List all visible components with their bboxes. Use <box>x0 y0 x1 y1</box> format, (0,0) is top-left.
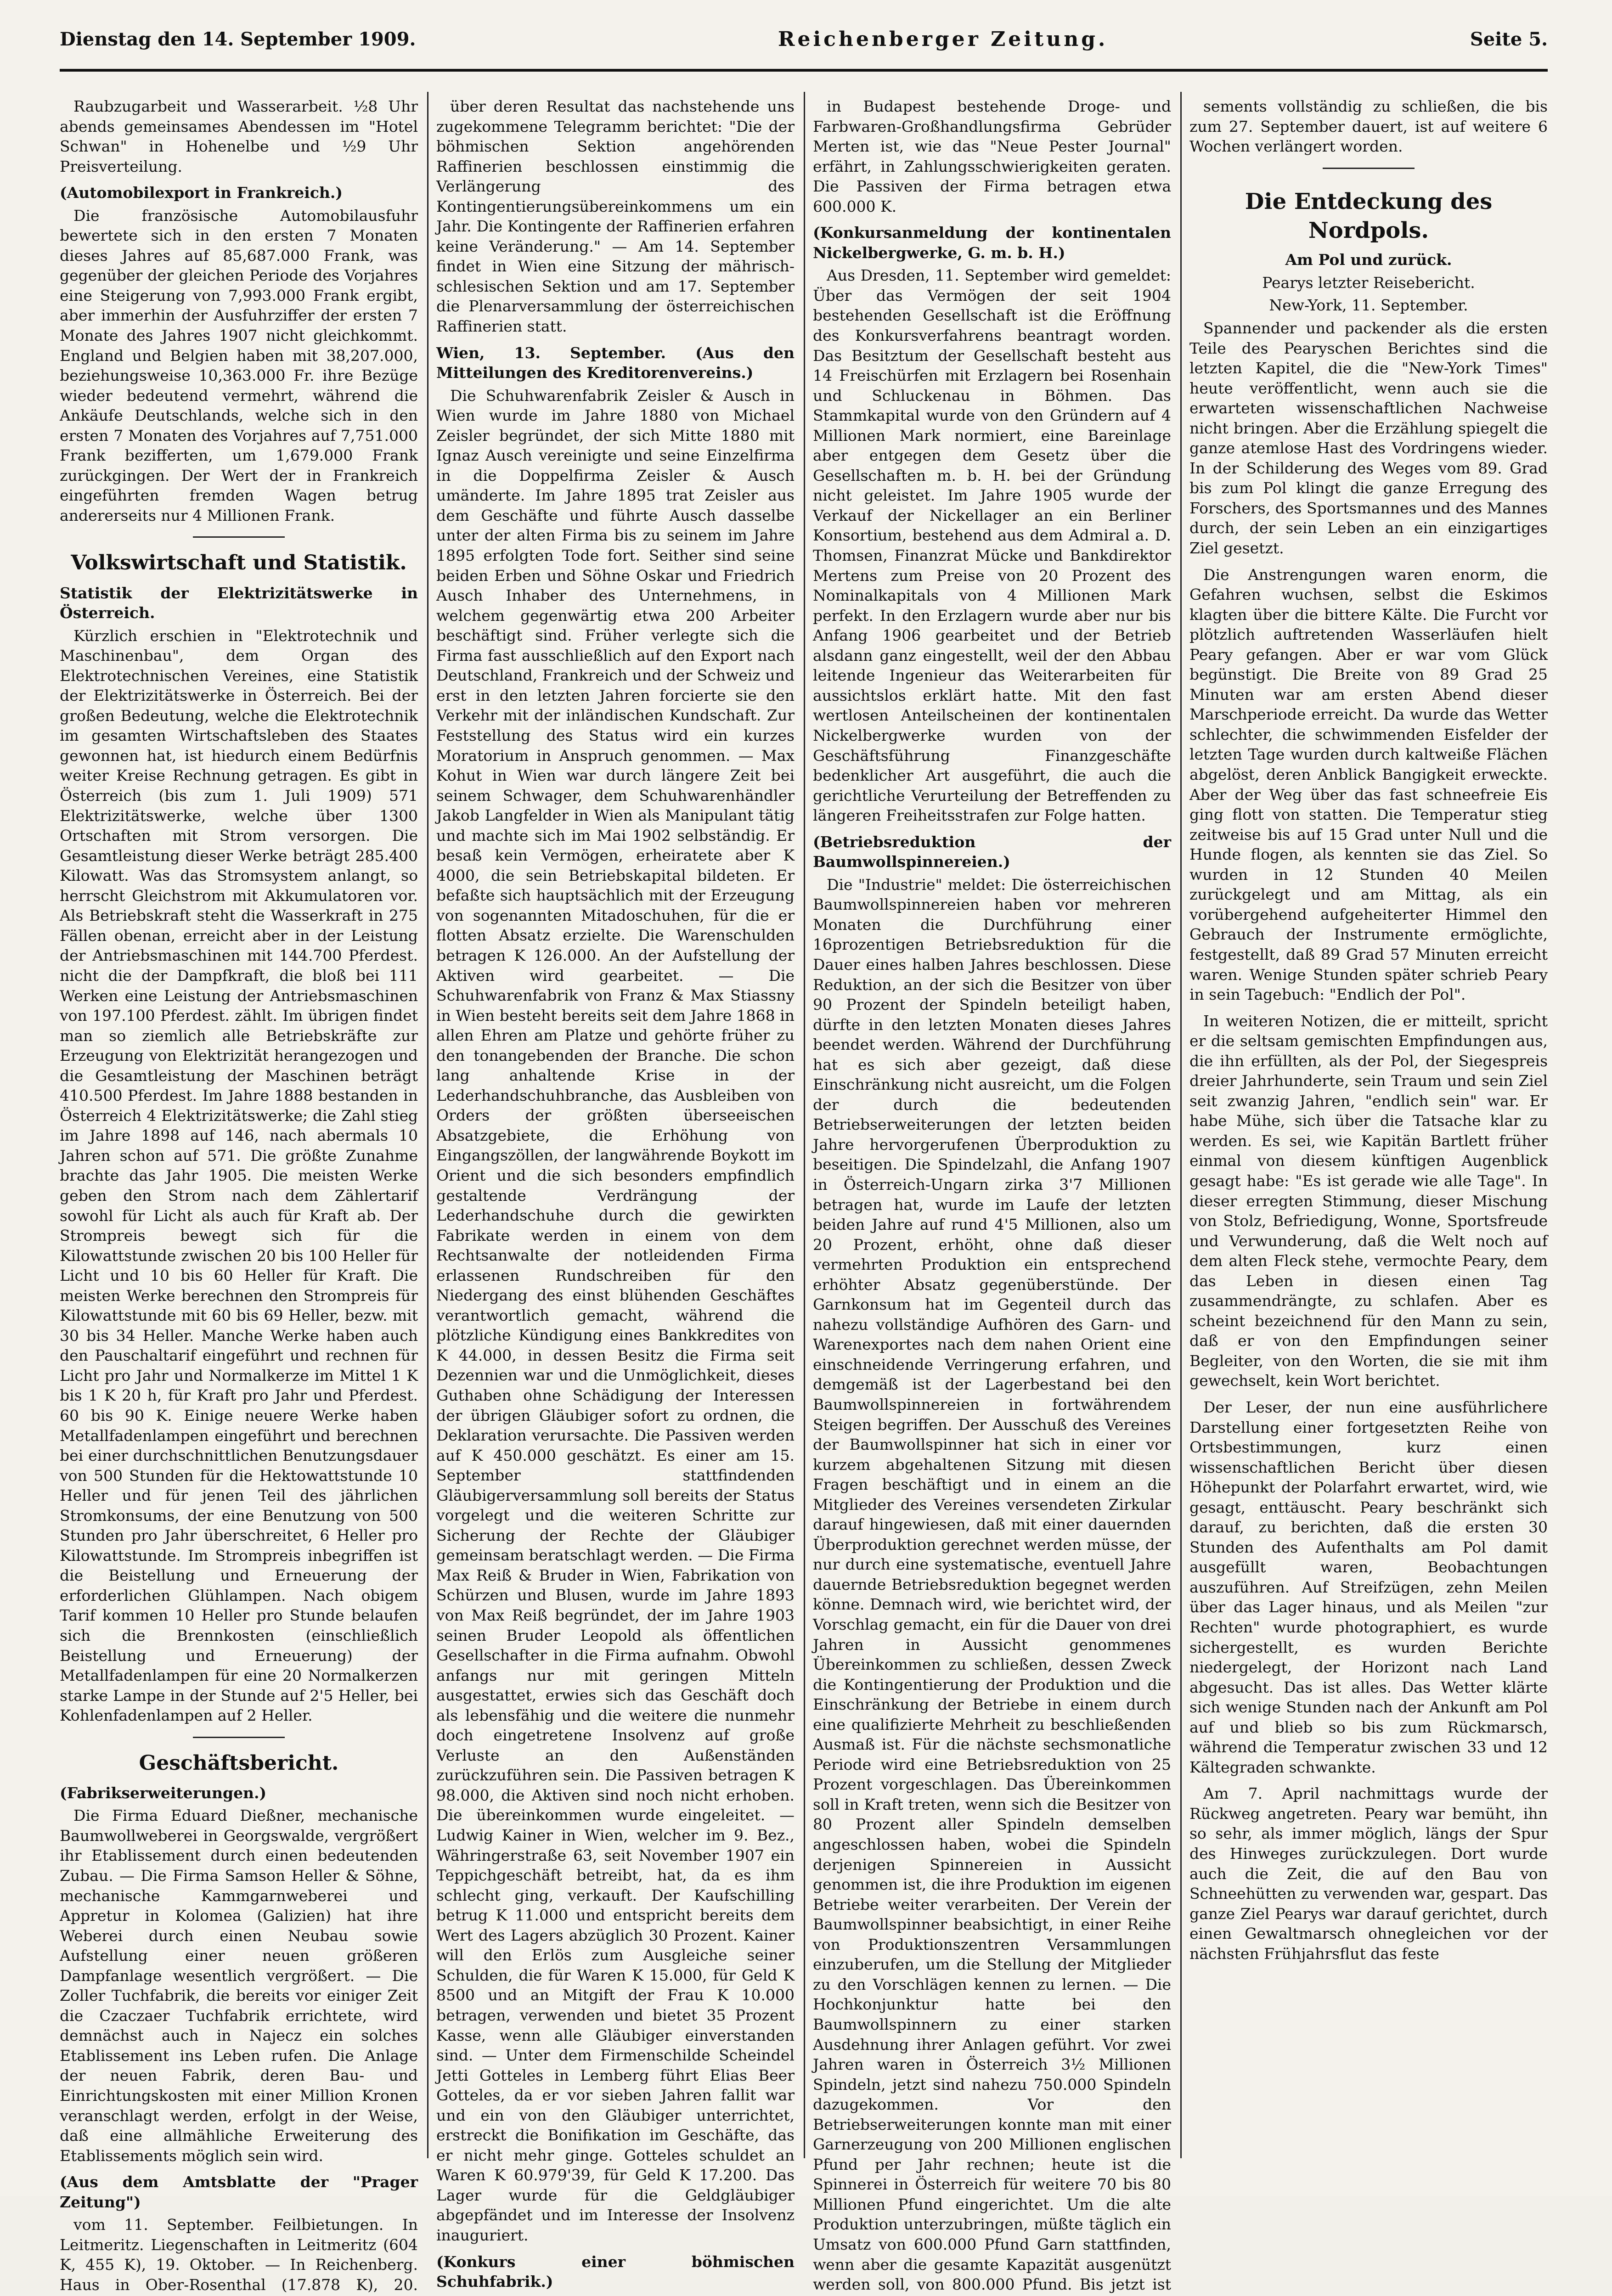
article-subtitle: Am Pol und zurück. <box>1285 251 1452 269</box>
section-title: Volkswirtschaft und Statistik. <box>71 551 407 575</box>
article-heading: (Betriebsreduktion der Baumwollspinnereien.) <box>813 833 1171 871</box>
separator <box>193 536 285 538</box>
column-2 <box>436 96 795 2291</box>
article-body: Aus Dresden, 11. September wird gemeldet: Über das Vermögen der seit 1904 bestehenden Gesellschaft ist die Eröffnung des Konkursverfahrens beantragt worden. Das Besitztum der Gesellschaft besteht aus 14 Freischürfen mit Erzlagern bei Rosenhain und Schluckenau in Böhmen. Das Stammkapital wurde von den Gründern auf 4 Millionen Mark normiert, eine Bareinlage aber entgegen dem Gesetz über die Gesellschaften m. b. H. bei der Gründung nicht geleistet. Im Jahre 1905 wurde der Verkauf der Nickellager an ein Berliner Konsortium, bestehend aus dem Admiral a. D. Thomsen, Finanzrat Mücke und Bankdirektor Mertens zum Preise von 20 Prozent des Nominalkapitals von 4 Millionen Mark perfekt. In den Erzlagern wurde aber nur bis Anfang 1906 gearbeitet und der Betrieb alsdann ganz eingestellt, weil der den Abbau leitende Ingenieur das Weiterarbeiten für aussichtslos erklärt hatte. Mit den fast wertlosen Anteilscheinen der kontinentalen Nickelbergwerke wurden von der Geschäftsführung Finanzgeschäfte bedenklicher Art ausgeführt, die auch die gerichtliche Verurteilung der Betreffenden zu längeren Freiheitsstrafen zur Folge hatten. <box>813 266 1171 825</box>
masthead: Reichenberger Zeitung. <box>778 27 1108 51</box>
article-body: in Budapest bestehende Droge- und Farbwaren-Großhandlungsfirma Gebrüder Merten ist, wie das "Neue Pester Journal" erfährt, in Zahlungsschwierigkeiten geraten. Die Passiven der Firma betragen etwa 600.000 K. <box>813 97 1171 215</box>
article-body: vom 11. September. Feilbietungen. In Leitmeritz. Liegenschaften in Leitmeritz (604 K, 455 K), 19. Oktober. — In Reichenberg. Haus in Ober-Rosenthal (17.878 K), 20. <box>60 2216 418 2294</box>
article-heading: (Konkursanmeldung der kontinentalen Nickelbergwerke, G. m. b. H.) <box>813 224 1171 262</box>
article-heading: (Aus dem Amtsblatte der "Prager Zeitung") <box>60 2173 418 2211</box>
article-heading: (Fabrikserweiterungen.) <box>60 1784 267 1802</box>
article-body: Am 7. April nachmittags wurde der Rückweg angetreten. Peary war bemüht, ihn so sehr, als immer möglich, längs der Spur des Hinweges zurückzulegen. Dort wurde auch die Zeit, die auf den Bau von Schneehütten zu verwenden war, gespart. Das ganze Ziel Pearys war darauf gerichtet, durch einen Gewaltmarsch ohnegleichen vor der nächsten Frühjahrsflut das feste <box>1189 1784 1548 1963</box>
article-body: Spannender und packender als die ersten Teile des Pearyschen Berichtes sind die letzten Kapitel, die die "New-York Times" heute veröffentlicht, wenn auch sie die erwarteten wissenschaftlichen Nachweise nicht bringen. Aber die Erzählung spiegelt die ganze atemlose Hast des Vordringens wieder. In der Schilderung des Weges vom 89. Grad bis zum Pol klingt die ganze Erregung des Forschers, des Sportsmannes und des Mannes durch, der sein Leben an ein einzigartiges Ziel gesetzt. <box>1189 319 1548 557</box>
article-heading: Wien, 13. September. (Aus den Mitteilungen des Kreditorenvereins.) <box>436 343 795 382</box>
article-body: Die Firma Eduard Dießner, mechanische Baumwollweberei in Georgswalde, vergrößert ihr Etablissement durch einen bedeutenden Zubau. — Die Firma Samson Heller & Söhne, mechanische Kammgarnweberei und Appretur in Kolomea (Galizien) hat ihre Weberei durch einen Neubau sowie Aufstellung einer neuen größeren Dampfanlage wesentlich vergrößert. — Die Zoller Tuchfabrik, die bereits vor einiger Zeit die Czaczaer Tuchfabrik errichtete, wird demnächst auch in Najecz ein solches Etablissement ins Leben rufen. Die Anlage der neuen Fabrik, deren Bau- und Einrichtungskosten mit einer Million Kronen veranschlagt werden, erfolgt in der Weise, daß eine allmähliche Erweiterung des Etablissements möglich sein wird. <box>60 1806 418 2165</box>
column-divider <box>427 92 428 2158</box>
section-title: Geschäftsbericht. <box>139 1751 339 1775</box>
column-divider <box>804 92 805 2158</box>
article-body: Die Anstrengungen waren enorm, die Gefahren wuchsen, selbst die Eskimos klagten über die bittere Kälte. Die Furcht vor plötzlich auftretenden Wasserläufen hielt Peary gefangen. Aber er war vom Glück begünstigt. Die Breite von 89 Grad 25 Minuten war am ersten Abend dieser Marschperiode erreicht. Da wurde das Wetter schlechter, die schwimmenden Eisfelder der letzten Tage wurden durch kaltweiße Flächen abgelöst, deren Anblick Bangigkeit erweckte. Aber der Weg über das fast schneefreie Eis ging flott von statten. Die Temperatur stieg zeitweise bis auf 15 Grad unter Null und die Hunde flogen, als kennten sie das Ziel. So wurden in 12 Stunden 40 Meilen zurückgelegt und am Mittag, als ein vorübergehend aufgeheiterter Himmel den Gebrauch der Instrumente ermöglichte, festgestellt, daß 89 Grad 57 Minuten erreicht waren. Wenige Stunden später schrieb Peary in sein Tagebuch: "Endlich der Pol". <box>1189 565 1548 1004</box>
article-body: Die "Industrie" meldet: Die österreichischen Baumwollspinnereien haben vor mehreren Monaten die Durchführung einer 16prozentigen Betriebsreduktion für die Dauer eines halben Jahres beschlossen. Diese Reduktion, an der sich die Besitzer von über 90 Prozent der Spindeln beteiligt haben, dürfte in den letzten Monaten dieses Jahres beendet werden. Während der Durchführung hat es sich aber gezeigt, daß diese Einschränkung nicht ausreicht, um die Folgen der durch die bedeutenden Betriebserweiterungen der letzten beiden Jahre hervorgerufenen Überproduktion zu beseitigen. Die Spindelzahl, die Anfang 1907 in Österreich-Ungarn zirka 3'7 Millionen betragen hat, wurde im Laufe der letzten beiden Jahre auf rund 4'5 Millionen, also um 20 Prozent, erhöht, ohne daß dieser vermehrten Produktion ein entsprechend erhöhter Absatz gegenüberstünde. Der Garnkonsum hat im Gegenteil durch das nahezu vollständige Aufhören des Garn- und Warenexportes nach dem nahen Orient eine einschneidende Verringerung erfahren, und demgemäß ist der Lagerbestand bei den Baumwollspinnereien in fortwährendem Steigen begriffen. Der Ausschuß des Vereines der Baumwollspinner hat sich in einer vor kurzem abgehaltenen Sitzung mit diesen Fragen beschäftigt und in einem an die Mitglieder des Vereines versendeten Zirkular darauf hingewiesen, daß mit einer dauernden Überproduktion gerechnet werden müsse, der nur durch eine systematische, eventuell Jahre dauernde Betriebsreduktion begegnet werden könne. Demnach wird, wie berichtet wird, der Vorschlag gemacht, ein für die Dauer von drei Jahren in Aussicht genommenes Übereinkommen zu schließen, dessen Zweck die Kontingentierung der Produktion und die Einschränkung der Betriebe in einem durch eine qualifizierte Mehrheit zu beschließenden Ausmaß ist. Für die nächste sechsmonatliche Periode wird eine Betriebsreduktion von 25 Prozent vorgeschlagen. Das Übereinkommen soll in Kraft treten, wenn sich die Besitzer von 80 Prozent aller Spindeln demselben angeschlossen haben, wobei die Spindeln derjenigen Spinnereien in Aussicht genommen ist, die ihre Produktion im eigenen Betriebe weiter verarbeiten. Der Verein der Baumwollspinner beabsichtigt, in einer Reihe von Produktionszentren Versammlungen einzuberufen, um die Stellung der Mitglieder zu den Vorschlägen kennen zu lernen. — Die Hochkonjunktur hatte bei den Baumwollspinnern zu einer starken Ausdehnung ihrer Anlagen geführt. Vor zwei Jahren waren in Österreich 3½ Millionen Spindeln, jetzt sind nahezu 750.000 Spindeln dazugekommen. Vor den Betriebserweiterungen konnte man mit einer Garnerzeugung von 200 Millionen englischen Pfund per Jahr rechnen; heute ist die Spinnerei in Österreich für weitere 70 bis 80 Millionen Pfund eingerichtet. Um die alte Produktion unterzubringen, müßte täglich ein Umsatz von 600.000 Pfund Garn stattfinden, wenn aber die gesamte Kapazität ausgenützt werden soll, von 800.000 Pfund. Bis jetzt ist <box>813 875 1171 2294</box>
header-date: Dienstag den 14. September 1909. <box>60 28 416 50</box>
article-title: Die Entdeckung des Nordpols. <box>1245 188 1493 243</box>
header-rule <box>60 69 1548 72</box>
article-body: sements vollständig zu schließen, die bis zum 27. September dauert, ist auf weitere 6 Wochen verlängert worden. <box>1189 97 1548 156</box>
column-1 <box>60 96 418 2294</box>
article-body: Der Leser, der nun eine ausführlichere Darstellung einer fortgesetzten Reihe von Ortsbestimmungen, kurz einen wissenschaftlichen Bericht über diesen Höhepunkt der Polarfahrt erwartet, wird, wie gesagt, enttäuscht. Peary beschränkt sich darauf, zu berichten, daß die ersten 30 Stunden des Aufenthalts am Pol damit ausgefüllt waren, Beobachtungen auszuführen. Auf Streifzügen, zehn Meilen über das Lager hinaus, und als Meilen "zur Rechten" wurde photographiert, es wurde sichergestellt, es wurden Berichte niedergelegt, der Horizont nach Land abgesucht. Das ist alles. Das Wetter klärte sich wenige Stunden nach der Ankunft am Pol auf und blieb so bis zum Rückmarsch, während die Temperatur zwischen 33 und 12 Kältegraden schwankte. <box>1189 1398 1548 1776</box>
page-number: Seite 5. <box>1470 28 1548 50</box>
separator <box>193 1737 285 1738</box>
separator <box>1323 168 1415 169</box>
article-body: Die französische Automobilausfuhr bewertete sich in den ersten 7 Monaten dieses Jahres auf 85,687.000 Frank, was gegenüber der gleichen Periode des Vorjahres eine Steigerung von 7,993.000 Frank ergibt, aber immerhin der Ausfuhrziffer der ersten 7 Monate des Jahres 1907 nicht gleichkommt. England und Belgien haben mit 38,207.000, beziehungsweise 10,363.000 Fr. ihre Bezüge wieder bedeutend vermehrt, während die Ankäufe Deutschlands, welche sich in den ersten 7 Monaten des Vorjahres auf 7,751.000 Frank bezifferten, um 1,679.000 Frank zurückgingen. Der Wert der in Frankreich eingeführten fremden Wagen betrug andererseits nur 4 Millionen Frank. <box>60 206 418 524</box>
article-body: In weiteren Notizen, die er mitteilt, spricht er die seltsam gemischten Empfindungen aus, die ihn erfüllten, als der Pol, der Siegespreis dreier Jahrhunderte, sein Traum und sein Ziel seit zwanzig Jahren, "endlich sein" war. Er habe Mühe, sich über die Tatsache klar zu werden. Es sei, wie Kapitän Bartlett früher einmal von diesem künftigen Augenblick gesagt habe: "Es ist gerade wie alle Tage". In dieser erregten Stimmung, dieser Mischung von Stolz, Befriedigung, Wonne, Sportsfreude und Verwunderung, daß die Welt noch auf dem alten Fleck stehe, vermochte Peary, dem das Leben in diesen einen Tag zusammendrängte, zu schlafen. Aber es scheint bezeichnend für den Mann zu sein, daß er von den Empfindungen seiner Begleiter, von den Worten, die sie mit ihm gewechselt, kein Wort berichtet. <box>1189 1012 1548 1390</box>
article-heading: (Konkurs einer böhmischen Schuhfabrik.) <box>436 2252 795 2291</box>
article-body: Kürzlich erschien in "Elektrotechnik und Maschinenbau", dem Organ des Elektrotechnischen Vereines, eine Statistik der Elektrizitätswerke in Österreich. Bei der großen Bedeutung, welche die Elektrotechnik im gesamten Wirtschaftsleben des Staates gewonnen hat, ist hiedurch einem Bedürfnis weiter Kreise Rechnung getragen. Es gibt in Österreich (bis zum 1. Juli 1909) 571 Elektrizitätswerke, welche über 1300 Ortschaften mit Strom versorgen. Die Gesamtleistung dieser Werke beträgt 285.400 Kilowatt. Was das Stromsystem anlangt, so herrscht Gleichstrom mit Akkumulatoren vor. Als Betriebskraft steht die Wasserkraft in 275 Fällen obenan, erreicht aber in der Leistung der Antriebsmaschinen mit 144.700 Pferdest. nicht die der Dampfkraft, die bloß bei 111 Werken eine Leistung der Antriebsmaschinen von 197.100 Pferdest. zählt. Im übrigen findet man so ziemlich alle Betriebskräfte zur Erzeugung von Elektrizität herangezogen und die Gesamtleistung der Maschinen beträgt 410.500 Pferdest. Im Jahre 1888 bestanden in Österreich 4 Elektrizitätswerke; die Zahl stieg im Jahre 1898 auf 146, nach abermals 10 Jahren schon auf 571. Die größte Zunahme brachte das Jahr 1905. Die meisten Werke geben den Strom nach dem Zählertarif sowohl für Licht als auch für Kraft ab. Der Strompreis bewegt sich für die Kilowattstunde zwischen 20 bis 100 Heller für Licht und 10 bis 60 Heller für Kraft. Die meisten Werke berechnen den Strompreis für Kilowattstunde mit 60 bis 69 Heller, bezw. mit 30 bis 34 Heller. Manche Werke haben auch den Pauschaltarif eingeführt und rechnen für Licht pro Jahr und Normalkerze im Mittel 1 K bis 1 K 20 h, für Kraft pro Jahr und Pferdest. 60 bis 90 K. Einige neuere Werke haben Metallfadenlampen eingeführt und berechnen bei einer durchschnittlichen Benutzungsdauer von 500 Stunden für die Hektowattstunde 10 Heller und für jenen Teil des jährlichen Stromkonsums, der eine Benutzung von 500 Stunden pro Jahr überschreitet, 6 Heller pro Kilowattstunde. Im Strompreis inbegriffen ist die Beistellung und Erneuerung der erforderlichen Glühlampen. Nach obigem Tarif kommen 10 Heller pro Stunde belaufen sich die Brennkosten (einschließlich Beistellung und Erneuerung) der Metallfadenlampen für eine 20 Normalkerzen starke Lampe in der Stunde auf 2'5 Heller, bei Kohlenfadenlampen auf 2 Heller. <box>60 626 418 1725</box>
dateline: New-York, 11. September. <box>1269 296 1468 315</box>
article-body: über deren Resultat das nachstehende uns zugekommene Telegramm berichtet: "Die der böhmischen Sektion angehörenden Raffinerien beschlossen einstimmig die Verlängerung des Kontingentierungsübereinkommens um ein Jahr. Die Kontingente der Raffinerien erfahren keine Veränderung." — Am 14. September findet in Wien eine Sitzung der mährisch-schlesischen Sektion und am 17. September die Plenarversammlung der österreichischen Raffinerien statt. <box>436 97 795 336</box>
article-heading: (Automobilexport in Frankreich.) <box>60 184 343 202</box>
paragraph: Raubzugarbeit und Wasserarbeit. ½8 Uhr abends gemeinsames Abendessen im "Hotel Schwan" in Hohenelbe und ½9 Uhr Preisverteilung. <box>60 97 418 175</box>
page-header <box>60 25 1548 53</box>
article-heading: Statistik der Elektrizitätswerke in Österreich. <box>60 584 418 622</box>
column-3 <box>813 96 1171 2294</box>
article-body <box>436 2295 795 2296</box>
article-subtitle-2: Pearys letzter Reisebericht. <box>1262 273 1475 292</box>
column-divider <box>1180 92 1182 2158</box>
column-4 <box>1189 96 1548 2158</box>
article-body: Die Schuhwarenfabrik Zeisler & Ausch in Wien wurde im Jahre 1880 von Michael Zeisler begründet, der sich Mitte 1880 mit Ignaz Ausch vereinigte und seine Einzelfirma in die Doppelfirma Zeisler & Ausch umänderte. Im Jahre 1895 trat Zeisler aus dem Geschäfte und führte Ausch dasselbe unter der alten Firma bis zu seinem im Jahre 1895 erfolgten Tode fort. Seither sind seine beiden Erben und Söhne Oskar und Friedrich Ausch Inhaber des Unternehmens, in welchem gegenwärtig etwa 200 Arbeiter beschäftigt sind. Früher verlegte sich die Firma fast ausschließlich auf den Export nach Deutschland, Frankreich und der Schweiz und erst in den letzten Jahren forcierte sie den Verkehr mit der inländischen Kundschaft. Zur Feststellung des Status wird ein kurzes Moratorium in Anspruch genommen. — Max Kohut in Wien war durch längere Zeit bei seinem Schwager, dem Schuhwarenhändler Jakob Langfelder in Wien als Manipulant tätig und machte sich im Mai 1902 selbständig. Er besaß kein Vermögen, erheiratete aber K 4000, die sein Betriebskapital bildeten. Er befaßte sich hauptsächlich mit der Erzeugung von sogenannten Mitadoschuhen, für die er flotten Absatz erzielte. Die Warenschulden betragen K 126.000. An der Aufstellung der Aktiven wird gearbeitet. — Die Schuhwarenfabrik von Franz & Max Stiassny in Wien besteht bereits seit dem Jahre 1868 in allen Ehren am Platze und gehörte früher zu den tonangebenden der Branche. Die schon lang anhaltende Krise in der Lederhandschuhbranche, das Ausbleiben von Orders der größten überseeischen Absatzgebiete, die Erhöhung von Eingangszöllen, der langwährende Boykott im Orient und die sich besonders empfindlich gestaltende Verdrängung der Lederhandschuhe durch die gewirkten Fabrikate werden in einem von dem Rechtsanwalte der notleidenden Firma erlassenen Rundschreiben für den Niedergang des einst blühenden Geschäftes verantwortlich gemacht, während die plötzliche Kündigung eines Bankkredites von K 44.000, in dessen Besitz die Firma seit Dezennien war und die Unmöglichkeit, dieses Guthaben ohne Schädigung der Interessen der übrigen Gläubiger sofort zu ordnen, die Deklaration verursachte. Die Passiven werden auf K 450.000 geschätzt. Es einer am 15. September stattfindenden Gläubigerversammlung soll bereits der Status vorgelegt und die weiteren Schritte zur Sicherung der Rechte der Gläubiger gemeinsam beratschlagt werden. — Die Firma Max Reiß & Bruder in Wien, Fabrikation von Schürzen und Blusen, wurde im Jahre 1893 von Max Reiß begründet, der im Jahre 1903 seinen Bruder Leopold als öffentlichen Gesellschafter in die Firma aufnahm. Obwohl anfangs nur mit geringen Mitteln ausgestattet, erwies sich das Geschäft doch als lebensfähig und die weitere die nunmehr doch eingetretene Insolvenz auf große Verluste an den Außenständen zurückzuführen sein. Die Passiven betragen K 98.000, die Aktiven sind noch nicht erhoben. Die übereinkommen wurde eingeleitet. — Ludwig Kainer in Wien, welcher im 9. Bez., Währingerstraße 63, seit November 1907 ein Teppichgeschäft betreibt, hat, da es ihm schlecht ging, verkauft. Der Kaufschilling betrug K 11.000 und entspricht bereits dem Wert des Lagers abzüglich 30 Prozent. Kainer will den Erlös zum Ausgleiche seiner Schulden, die für Waren K 15.000, für Geld K 8500 und an Mitgift der Frau K 10.000 betragen, verwenden und bietet 35 Prozent Kasse, wenn alle Gläubiger einverstanden sind. — Unter dem Firmenschilde Scheindel Jetti Gotteles in Lemberg führt Elias Beer Gotteles, da er vor sieben Jahren fallit war und ein von den Gläubiger unterrichtet, erstreckt die Bonifikation im Geschäfte, das er nicht mehr ginge. Gotteles schuldet an Waren K 60.979'39, für Geld K 17.200. Das Lager wurde für die Geldgläubiger abgepfändet und im Interesse der Insolvenz inauguriert. <box>436 386 795 2244</box>
